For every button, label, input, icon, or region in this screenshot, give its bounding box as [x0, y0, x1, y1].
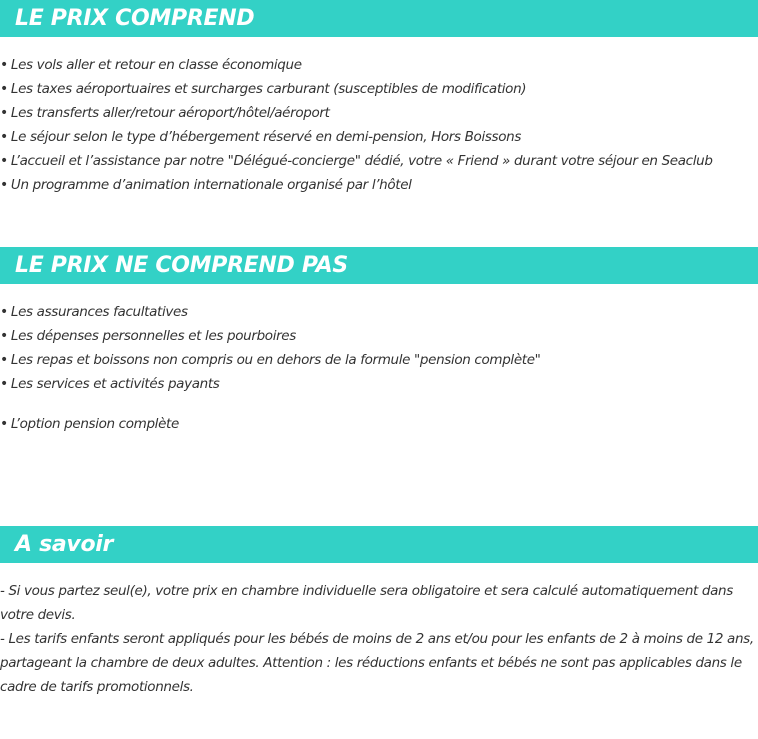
bullet-icon: • [0, 304, 8, 320]
bullet-icon: • [0, 416, 8, 432]
bullet-icon: • [0, 153, 8, 169]
list-item: • Le séjour selon le type d’hébergement réservé en demi-pension, Hors Boissons [0, 129, 522, 145]
list-item: • Les services et activités payants [0, 376, 220, 392]
not-included-section-header [0, 247, 758, 284]
savoir-section-title: A savoir [15, 532, 114, 557]
not-included-list [0, 300, 758, 396]
included-list [0, 53, 758, 197]
bullet-icon: • [0, 105, 8, 121]
savoir-paragraph: - Les tarifs enfants seront appliqués pour les bébés de moins de 2 ans et/ou pour les enfants de 2 à moins de 12 ans, partageant la chambre de deux adultes. Attention : les réductions enfants et bébés ne sont pas applicables dans le cadre de tarifs promotionnels. [0, 631, 754, 695]
list-item: • L’option pension complète [0, 416, 179, 432]
not-included-section-title: LE PRIX NE COMPREND PAS [15, 253, 348, 278]
savoir-paragraph: - Si vous partez seul(e), votre prix en chambre individuelle sera obligatoire et sera calculé automatiquement dans votre devis. [0, 583, 733, 623]
list-item: • Les dépenses personnelles et les pourboires [0, 328, 296, 344]
list-item: • Les repas et boissons non compris ou en dehors de la formule "pension complète" [0, 352, 541, 368]
bullet-icon: • [0, 177, 8, 193]
included-section-header [0, 0, 758, 37]
bullet-icon: • [0, 129, 8, 145]
bullet-icon: • [0, 376, 8, 392]
list-item: • Les assurances facultatives [0, 304, 188, 320]
included-section-title: LE PRIX COMPREND [15, 6, 255, 31]
list-item: • L’accueil et l’assistance par notre "Délégué-concierge" dédié, votre « Friend » durant votre séjour en Seaclub [0, 153, 713, 169]
list-item: • Les vols aller et retour en classe économique [0, 57, 302, 73]
savoir-text [0, 579, 756, 699]
list-item: • Les taxes aéroportuaires et surcharges carburant (susceptibles de modification) [0, 81, 527, 97]
option-list [0, 412, 758, 436]
list-item: • Les transferts aller/retour aéroport/hôtel/aéroport [0, 105, 330, 121]
list-item: • Un programme d’animation internationale organisé par l’hôtel [0, 177, 412, 193]
bullet-icon: • [0, 352, 8, 368]
bullet-icon: • [0, 328, 8, 344]
bullet-icon: • [0, 57, 8, 73]
bullet-icon: • [0, 81, 8, 97]
savoir-section-header [0, 526, 758, 563]
